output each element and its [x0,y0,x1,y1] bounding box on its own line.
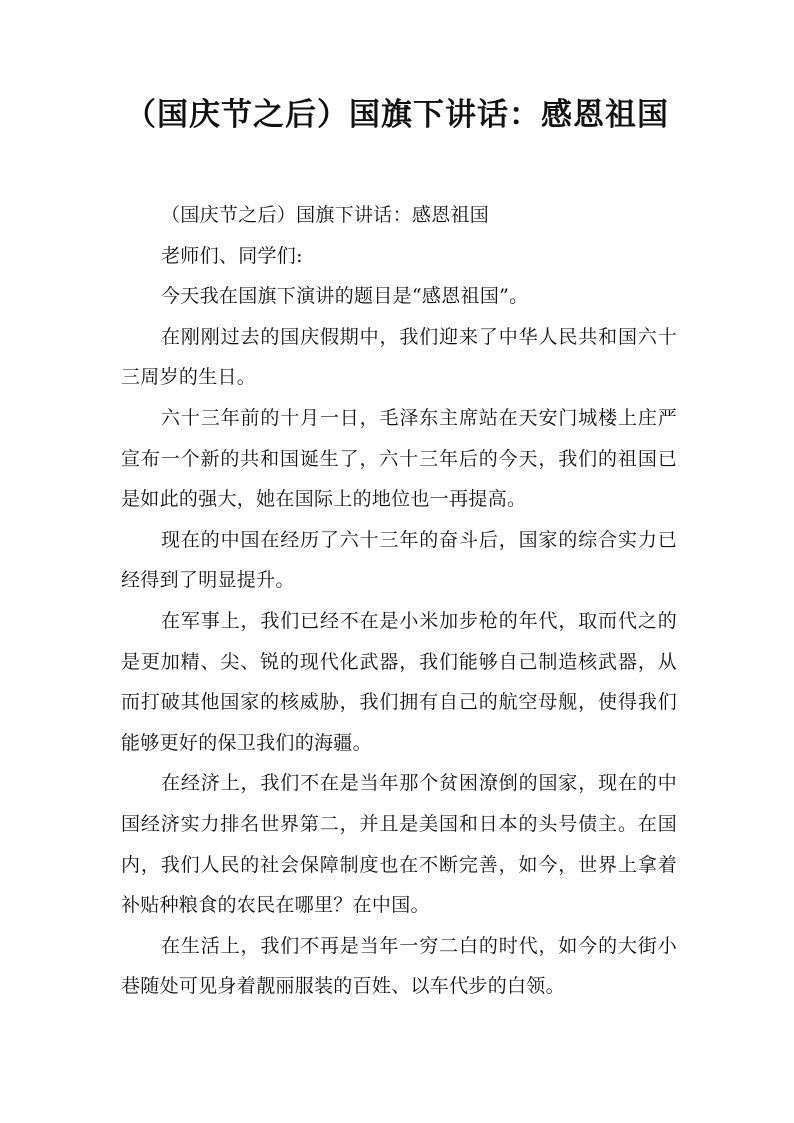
paragraph: 在刚刚过去的国庆假期中，我们迎来了中华人民共和国六十三周岁的生日。 [121,325,677,389]
paragraph-greeting: 老师们、同学们: [161,244,303,267]
paragraph: 现在的中国在经历了六十三年的奋斗后，国家的综合实力已经得到了明显提升。 [121,528,677,592]
paragraph: 六十三年前的十月一日，毛泽东主席站在天安门城楼上庄严宣布一个新的共和国诞生了，六十三年后的今天，我们的祖国已是如此的强大，她在国际上的地位也一再提高。 [121,406,677,511]
paragraph-topic: 今天我在国旗下演讲的题目是“感恩祖国”。 [161,285,529,308]
paragraph: 在军事上，我们已经不在是小米加步枪的年代，取而代之的是更加精、尖、锐的现代化武器，我们能够自己制造核武器，从而打破其他国家的核威胁，我们拥有自己的航空母舰，使得我们能够更好的保卫我们的海疆。 [121,609,677,754]
document-body [121,195,677,1007]
document-title: （国庆节之后）国旗下讲话：感恩祖国 [125,97,669,133]
paragraph-subtitle: （国庆节之后）国旗下讲话：感恩祖国 [161,204,490,226]
paragraph: 在生活上，我们不再是当年一穷二白的时代，如今的大街小巷随处可见身着靓丽服装的百姓、以车代步的白领。 [121,934,677,998]
paragraph: 在经济上，我们不在是当年那个贫困潦倒的国家，现在的中国经济实力排名世界第二，并且是美国和日本的头号债主。在国内，我们人民的社会保障制度也在不断完善，如今，世界上拿着补贴种粮食的农民在哪里？在中国。 [121,772,677,917]
